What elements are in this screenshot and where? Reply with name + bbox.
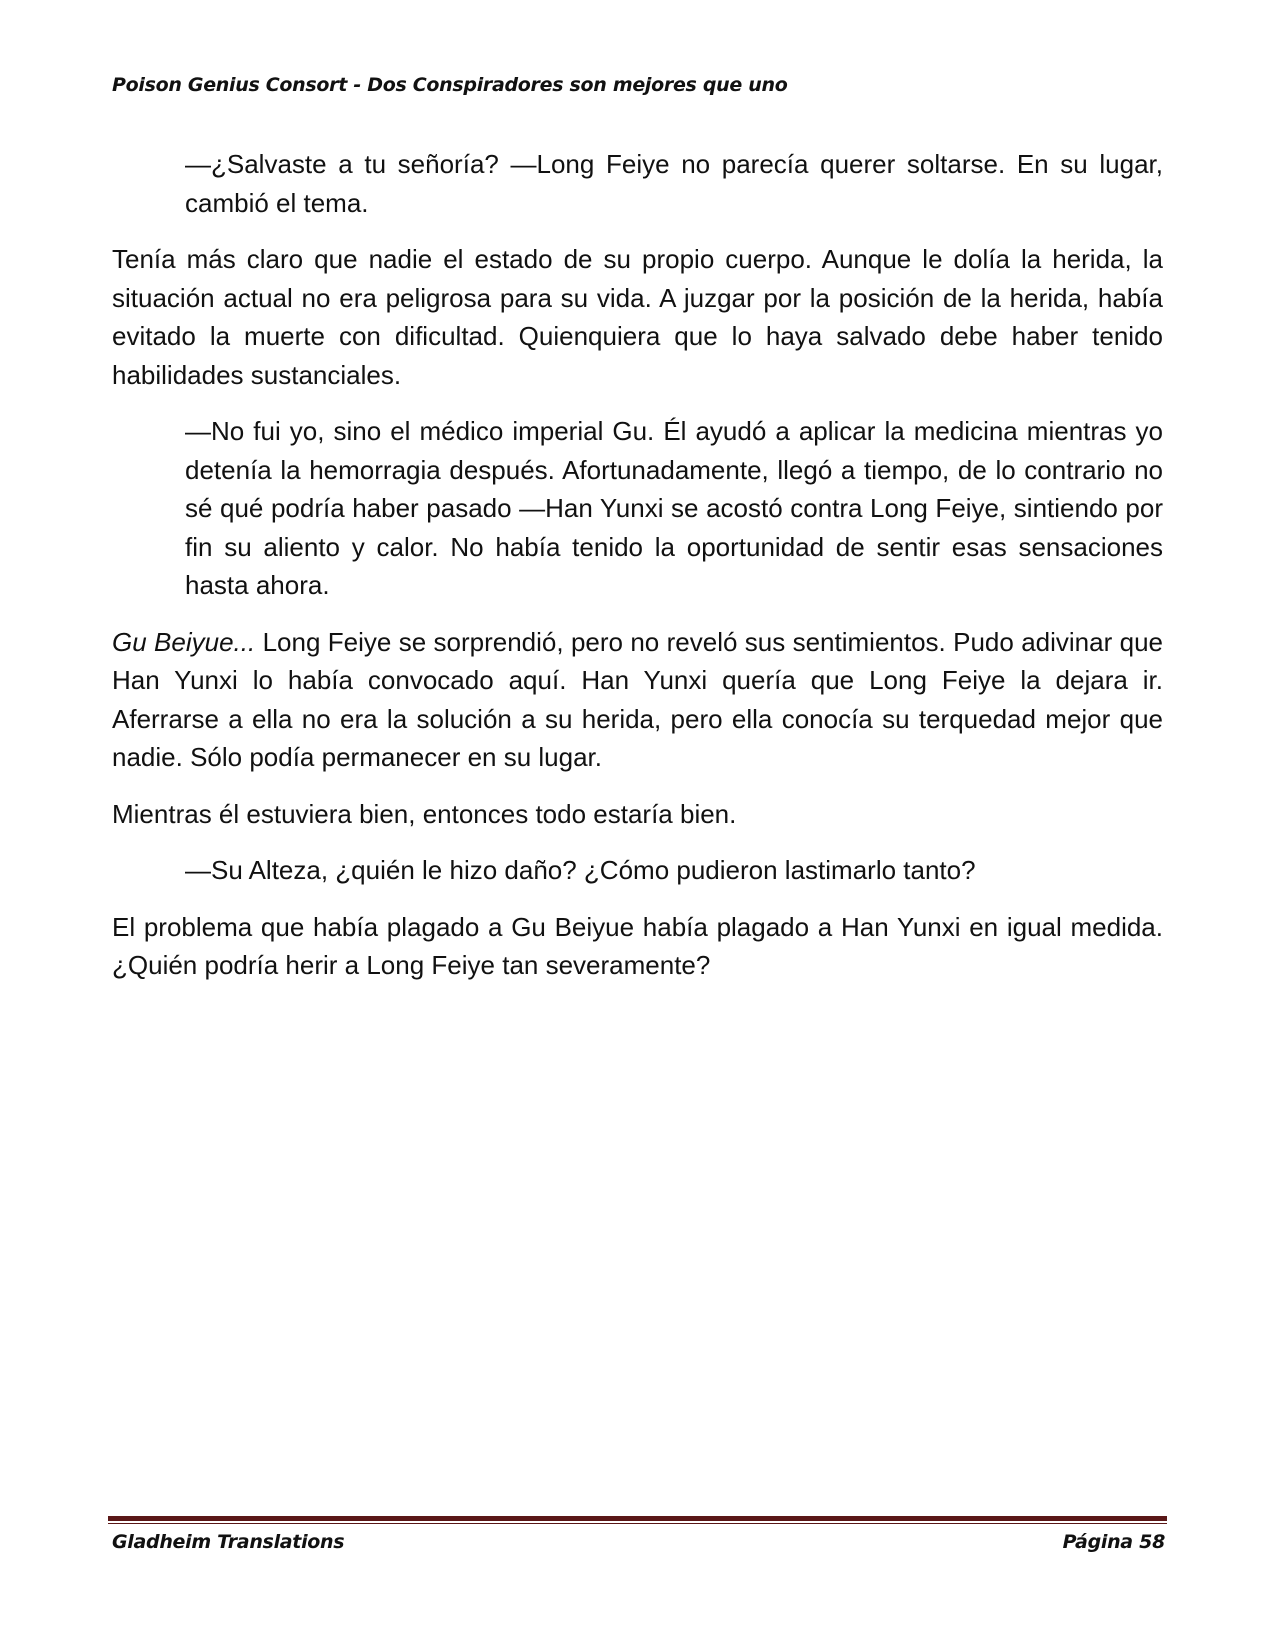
footer-publisher: Gladheim Translations bbox=[112, 1531, 345, 1553]
paragraph-text: Long Feiye se sorprendió, pero no reveló sus sentimientos. Pudo adivinar que Han Yunxi lo había convocado aquí. Han Yunxi quería que Long Feiye la dejara ir. Aferrarse a ella no era la solución a su herida, pero ella conocía su terquedad mejor que nadie. Sólo podía permanecer en su lugar. bbox=[112, 626, 1163, 772]
paragraph-text: —¿Salvaste a tu señoría? —Long Feiye no parecía querer soltarse. En su lugar, cambió el tema. bbox=[185, 149, 1163, 218]
paragraph-narration bbox=[112, 908, 1163, 985]
paragraph-narration bbox=[112, 795, 1163, 834]
footer-divider bbox=[108, 1516, 1167, 1521]
footer-page-number: Página 58 bbox=[1062, 1531, 1165, 1553]
paragraph-lead-italic: Gu Beiyue... bbox=[112, 626, 256, 657]
paragraph-narration bbox=[112, 240, 1163, 394]
page-body bbox=[112, 145, 1163, 1003]
paragraph-text: Mientras él estuviera bien, entonces todo estaría bien. bbox=[112, 798, 737, 829]
paragraph-text: Tenía más claro que nadie el estado de su propio cuerpo. Aunque le dolía la herida, la situación actual no era peligrosa para su vida. A juzgar por la posición de la herida, había evitado la muerte con dificultad. Quienquiera que lo haya salvado debe haber tenido habilidades sustanciales. bbox=[112, 244, 1163, 390]
paragraph-text: —Su Alteza, ¿quién le hizo daño? ¿Cómo pudieron lastimarlo tanto? bbox=[185, 855, 976, 885]
paragraph-narration bbox=[112, 623, 1163, 777]
paragraph-dialog bbox=[185, 412, 1163, 605]
paragraph-text: —No fui yo, sino el médico imperial Gu. Él ayudó a aplicar la medicina mientras yo detenía la hemorragia después. Afortunadamente, llegó a tiempo, de lo contrario no sé qué podría haber pasado —Han Yunxi se acostó contra Long Feiye, sintiendo por fin su aliento y calor. No había tenido la oportunidad de sentir esas sensaciones hasta ahora. bbox=[185, 416, 1163, 600]
paragraph-dialog bbox=[185, 145, 1163, 222]
paragraph-dialog bbox=[185, 851, 1163, 890]
footer-divider-thin bbox=[108, 1523, 1167, 1524]
paragraph-text: El problema que había plagado a Gu Beiyue había plagado a Han Yunxi en igual medida. ¿Quién podría herir a Long Feiye tan severamente? bbox=[112, 911, 1163, 980]
page-header-title: Poison Genius Consort - Dos Conspiradores son mejores que uno bbox=[112, 74, 788, 96]
